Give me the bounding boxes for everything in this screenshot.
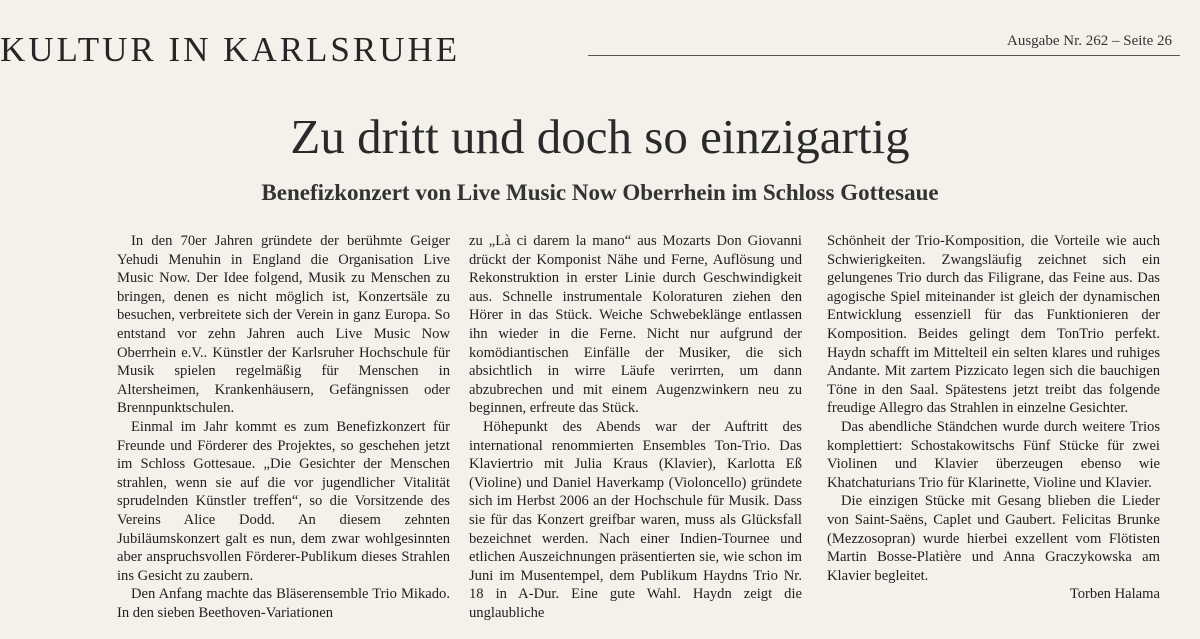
paragraph: Höhepunkt des Abends war der Auftritt des international renommierten Ensembles Ton-Trio. Das Klaviertrio mit Julia Kraus (Klavier), Karlotta Eß (Violine) und Daniel Haverkamp (Violoncello) gründete sich im Herbst 2006 an der Hochschule für Musik. Dass sie für das Konzert greifbar waren, muss als Glücksfall bezeichnet werden. Nach einer Indien-Tournee und etlichen Auszeichnungen präsentierten sie, wie schon im Juni im Musentempel, dem Publikum Haydns Trio Nr. 18 in A-Dur. Eine gute Wahl. Haydn zeigt die unglaubliche <box>469 418 802 621</box>
paragraph: zu „Là ci darem la mano“ aus Mozarts Don Giovanni drückt der Komponist Nähe und Ferne, Auflösung und Rekonstruktion in erster Linie durch Geschwindigkeit aus. Schnelle instrumentale Koloraturen ziehen den Hörer in das Stück. Weiche Schwebeklänge entlassen ihn wieder in die Ferne. Nicht nur aufgrund der komödiantischen Einfälle der Musiker, die sich absichtlich in wirre Läufe verirrten, um dann abzubrechen und mit einem Augenzwinkern neu zu beginnen, erfreute das Stück. <box>469 233 802 417</box>
paragraph: Einmal im Jahr kommt es zum Benefizkonzert für Freunde und Förderer des Projektes, so geschehen jetzt im Schloss Gottesaue. „Die Gesichter der Menschen strahlen, wenn sie auf die vor jugendlicher Vitalität sprudelnden Künstler treffen“, so die Vorsitzende des Vereins Alice Dodd. An diesem zehnten Jubiläumskonzert galt es nun, dem zwar wohlgesinnten aber anspruchsvollen Förderer-Publikum dieses Strahlen ins Gesicht zu zaubern. <box>117 418 450 584</box>
article-column-3 <box>827 232 1160 604</box>
article-subheadline: Benefizkonzert von Live Music Now Oberrhein im Schloss Gottesaue <box>261 180 939 205</box>
paragraph: Schönheit der Trio-Komposition, die Vorteile wie auch Schwierigkeiten. Zwangsläufig zeichnet sich ein gelungenes Trio durch das Filigrane, das Feine aus. Das agogische Spiel miteinander ist gleich der dynamischen Entwicklung essenziell für das Funktionieren der Komposition. Beides gelingt dem TonTrio perfekt. Haydn schafft im Mittelteil ein selten klares und ruhiges Andante. Mit zartem Pizzicato legen sich die bauchigen Töne in den Saal. Spätestens jetzt treibt das folgende freudige Allegro das Strahlen in einzelne Gesichter. <box>827 233 1160 417</box>
paragraph: Die einzigen Stücke mit Gesang blieben die Lieder von Saint-Saëns, Caplet und Gaubert. Felicitas Brunke (Mezzosopran) wurde hierbei exzellent vom Flötisten Martin Bosse-Platière und Anna Graczykowska am Klavier begleitet. <box>827 493 1160 584</box>
article-author: Torben Halama <box>1069 586 1160 603</box>
paragraph: In den 70er Jahren gründete der berühmte Geiger Yehudi Menuhin in England die Organisation Live Music Now. Der Idee folgend, Musik zu Menschen zu bringen, denen es nicht möglich ist, Konzertsäle zu besuchen, verbreitete sich der Verein in ganz Europa. So entstand vor zehn Jahren auch Live Music Now Oberrhein e.V.. Künstler der Karlsruher Hochschule für Musik spielen regelmäßig für Menschen in Altersheimen, Krankenhäusern, Gefängnissen oder Brennpunktschulen. <box>117 233 450 417</box>
section-title: KULTUR IN KARLSRUHE <box>0 30 461 69</box>
article-headline: Zu dritt und doch so einzigartig <box>290 109 910 164</box>
page-header <box>0 30 1200 70</box>
issue-page-number: Ausgabe Nr. 262 – Seite 26 <box>1001 30 1172 52</box>
paragraph: Das abendliche Ständchen wurde durch weitere Trios komplettiert: Schostakowitschs Fünf Stücke für zwei Violinen und Klavier überzeugen ebenso wie Khatchaturians Trio für Klarinette, Violine und Klavier. <box>827 418 1160 491</box>
article-column-1 <box>117 232 450 622</box>
article-column-2 <box>469 232 802 622</box>
paragraph: Den Anfang machte das Bläserensemble Trio Mikado. In den sieben Beethoven-Variationen <box>117 586 450 621</box>
header-rule <box>588 55 1180 56</box>
